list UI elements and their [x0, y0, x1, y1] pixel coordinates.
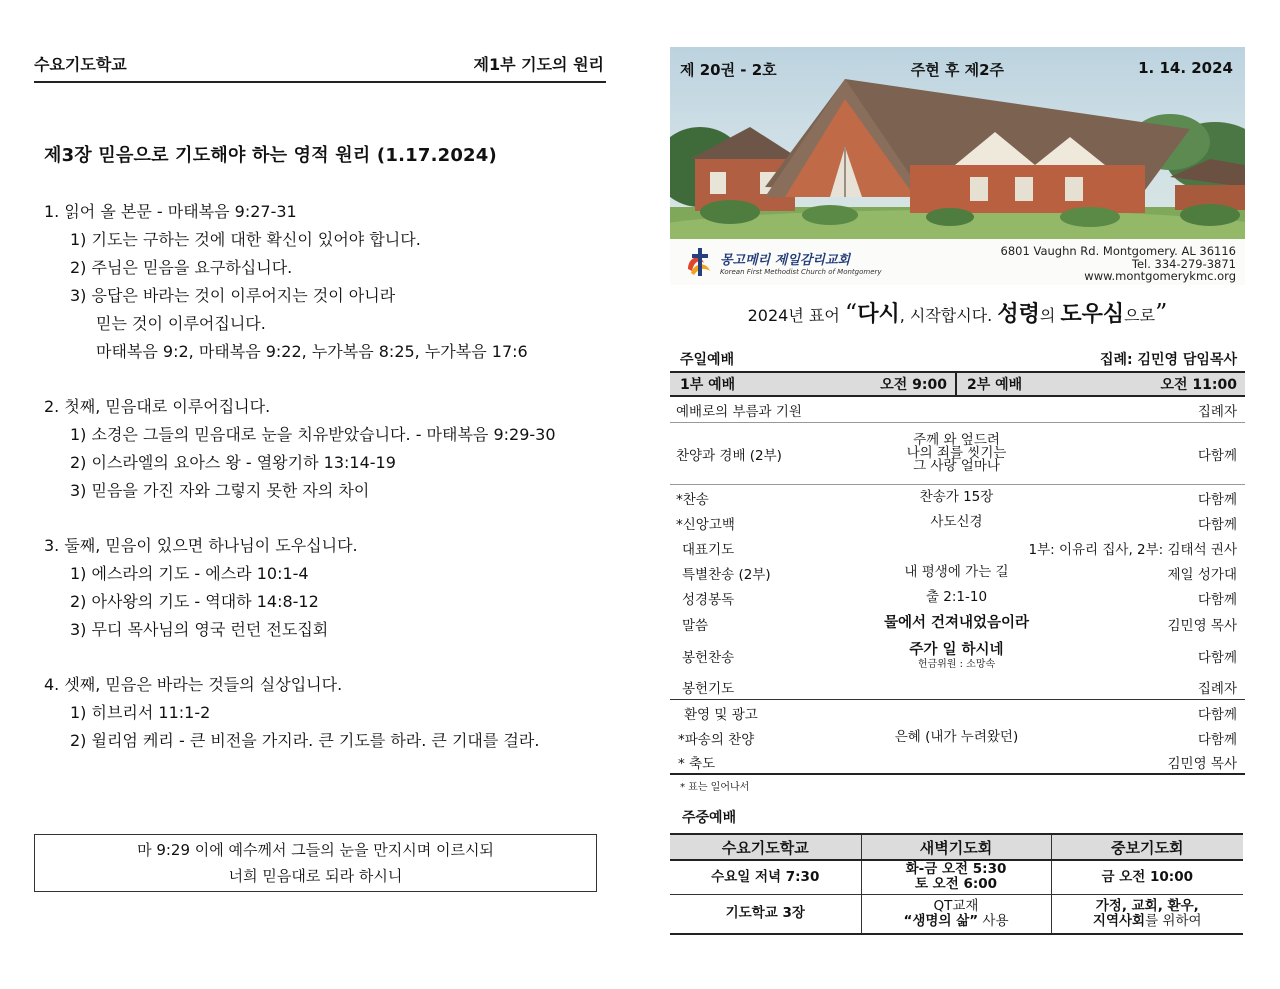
service-times-bar [670, 371, 1245, 397]
right-page [670, 47, 1245, 935]
offering-ushers: 헌금위원 : 소망속 [917, 658, 996, 670]
order-of-worship [670, 397, 1245, 775]
section-title: 2. 첫째, 믿음대로 이루어집니다. [44, 397, 271, 416]
worship-item-content: 사도신경 [930, 514, 983, 530]
worship-item-leader: 다함께 [1197, 447, 1237, 464]
worship-item-name: *파송의 찬양 [678, 731, 755, 748]
worship-row [670, 560, 1245, 585]
section-item: 믿는 것이 이루어집니다. [96, 314, 266, 333]
qt-usage: 사용 [978, 912, 1009, 929]
liturgical-sunday: 주현 후 제2주 [910, 61, 1005, 79]
qt-label: QT교재 [933, 897, 979, 914]
worship-item-leader: 다함께 [1197, 491, 1237, 508]
table-cell [861, 894, 1051, 934]
section-item: 1) 히브리서 11:1-2 [70, 703, 211, 722]
praise-song: 주께 와 엎드려 [913, 432, 1000, 448]
church-address: 6801 Vaughn Rd. Montgomery. AL 36116 [1000, 244, 1236, 258]
verse-line: 너희 믿음대로 되라 하시니 [228, 867, 403, 885]
worship-item-content [806, 642, 1107, 671]
church-logo [682, 245, 882, 279]
worship-item-leader: 집례자 [1197, 403, 1237, 420]
verse-line: 마 9:29 이에 예수께서 그들의 눈을 만지시며 이르시되 [137, 841, 494, 859]
memory-verse-box [34, 834, 597, 892]
worship-item-content: 찬송가 15장 [919, 489, 994, 505]
table-cell [1051, 894, 1243, 934]
praise-song: 나의 죄를 씻기는 [906, 445, 1007, 461]
worship-item-leader: 다함께 [1197, 731, 1237, 748]
table-header: 중보기도회 [1051, 834, 1243, 860]
section-item: 1) 기도는 구하는 것에 대한 확신이 있어야 합니다. [70, 230, 421, 249]
worship-row [670, 485, 1245, 510]
motto-word: 도우심 [1060, 302, 1125, 327]
cover-footer [670, 239, 1245, 285]
table-row [670, 894, 1243, 934]
worship-item-leader: 다함께 [1197, 516, 1237, 533]
left-page [34, 52, 606, 781]
offering-hymn: 주가 일 하시네 [909, 641, 1004, 658]
section-item: 3) 무디 목사님의 영국 런던 전도집회 [70, 620, 329, 639]
section-item: 2) 주님은 믿음을 요구하십니다. [70, 258, 293, 277]
worship-item-leader: 다함께 [1197, 650, 1237, 666]
school-name: 수요기도학교 [34, 55, 127, 74]
bulletin-date: 1. 14. 2024 [1138, 59, 1233, 77]
worship-row [670, 397, 1245, 423]
worship-row [670, 750, 1245, 775]
worship-item-leader: 1부: 이유리 집사, 2부: 김태석 권사 [1028, 541, 1237, 558]
motto-close-quote: ” [1155, 299, 1168, 327]
part-title: 제1부 기도의 원리 [473, 55, 604, 74]
worship-row [670, 535, 1245, 560]
weekday-service-title: 주중예배 [682, 810, 737, 826]
worship-item-name: *신앙고백 [676, 516, 735, 533]
weekday-service-table [670, 833, 1243, 935]
worship-row [670, 585, 1245, 610]
motto-word: 의 [1039, 306, 1061, 325]
section-3 [34, 531, 606, 644]
table-header: 수요기도학교 [670, 834, 861, 860]
praise-song: 그 사랑 얼마나 [913, 458, 1000, 474]
qt-book: “생명의 삶” [903, 912, 979, 929]
first-service-label: 1부 예배 [680, 377, 736, 393]
worship-item-leader: 제일 성가대 [1167, 566, 1237, 583]
left-header [34, 52, 606, 83]
table-header: 새벽기도회 [861, 834, 1051, 860]
annual-motto [670, 297, 1245, 331]
table-row [670, 860, 1243, 894]
motto-word: 성령 [997, 302, 1040, 327]
service-presider: 집례: 김민영 담임목사 [1099, 352, 1237, 368]
motto-word: 으로 [1124, 306, 1156, 325]
intercession-community: 지역사회 [1092, 912, 1146, 929]
section-title: 3. 둘째, 믿음이 있으면 하나님이 도우십니다. [44, 536, 358, 555]
worship-item-leader: 김민영 목사 [1167, 617, 1237, 634]
sunday-service-header [670, 349, 1245, 371]
cross-flame-icon [682, 245, 716, 279]
church-contact [1001, 245, 1236, 283]
worship-item-name: 성경봉독 [682, 591, 735, 608]
worship-row [670, 423, 1245, 485]
worship-row [670, 637, 1245, 675]
section-1 [34, 197, 606, 366]
worship-item-content: 내 평생에 가는 길 [904, 564, 1009, 580]
church-website: www.montgomerykmc.org [1084, 269, 1236, 283]
worship-item-leader: 다함께 [1197, 591, 1237, 608]
section-item: 2) 아사왕의 기도 - 역대하 14:8-12 [70, 592, 319, 611]
intercession-suffix: 를 위하여 [1145, 912, 1202, 929]
worship-item-leader: 다함께 [1197, 706, 1237, 723]
lesson-outline [34, 197, 606, 755]
worship-item-name: 예배로의 부름과 기원 [676, 403, 802, 420]
church-name-english: Korean First Methodist Church of Montgomery [720, 267, 882, 276]
worship-item-leader: 김민영 목사 [1167, 755, 1237, 772]
worship-item-name: 특별찬송 (2부) [682, 566, 771, 583]
table-cell: 기도학교 3장 [670, 894, 861, 934]
standing-note: * 표는 일어나서 [680, 782, 750, 793]
bulletin-cover [670, 47, 1245, 285]
cover-header [680, 59, 1233, 80]
dawn-prayer-weekday: 화-금 오전 5:30 [905, 861, 1007, 878]
church-name-korean: 몽고메리 제일감리교회 [720, 252, 851, 268]
worship-row [670, 610, 1245, 637]
table-cell: 금 오전 10:00 [1051, 860, 1243, 894]
section-item: 3) 믿음을 가진 자와 그렇지 못한 자의 차이 [70, 481, 370, 500]
worship-item-name: 봉헌기도 [682, 681, 735, 697]
worship-row [670, 700, 1245, 725]
motto-word: , 시작합시다. [899, 306, 998, 325]
section-title: 4. 셋째, 믿음은 바라는 것들의 실상입니다. [44, 675, 343, 694]
section-item: 마태복음 9:2, 마태복음 9:22, 누가복음 8:25, 누가복음 17:6 [96, 342, 528, 361]
section-title: 1. 읽어 올 본문 - 마태복음 9:27-31 [44, 202, 297, 221]
motto-year: 2024년 표어 [747, 306, 840, 325]
table-cell [861, 860, 1051, 894]
worship-item-name: *찬송 [676, 491, 709, 508]
worship-row [670, 510, 1245, 535]
sermon-title: 물에서 건져내었음이라 [883, 615, 1030, 631]
church-phone: Tel. 334-279-3871 [1131, 256, 1236, 271]
section-item: 2) 윌리엄 케리 - 큰 비전을 가지라. 큰 기도를 하라. 큰 기대를 걸라. [70, 731, 540, 750]
worship-item-content: 출 2:1-10 [925, 589, 988, 605]
sunday-service-title: 주일예배 [680, 352, 735, 368]
worship-item-leader: 집례자 [1197, 681, 1237, 697]
chapter-title: 제3장 믿음으로 기도해야 하는 영적 원리 (1.17.2024) [44, 145, 497, 166]
motto-open-quote: “ [844, 299, 858, 327]
worship-item-content: 은혜 (내가 누려왔던) [894, 729, 1019, 745]
worship-item-name: 말씀 [682, 617, 709, 634]
volume-number: 제 20권 - 2호 [680, 61, 777, 79]
motto-word: 다시 [857, 302, 900, 327]
section-item: 2) 이스라엘의 요아스 왕 - 열왕기하 13:14-19 [70, 453, 396, 472]
worship-item-content [806, 434, 1107, 473]
worship-item-name: 대표기도 [682, 541, 735, 558]
worship-row [670, 675, 1245, 700]
first-service-time: 오전 9:00 [880, 377, 947, 393]
table-cell: 수요일 저녁 7:30 [670, 860, 861, 894]
worship-item-name: 환영 및 광고 [684, 706, 758, 723]
section-4 [34, 670, 606, 755]
worship-item-name: 봉헌찬송 [682, 650, 735, 666]
worship-item-name: 찬양과 경배 (2부) [676, 447, 782, 464]
section-item: 1) 에스라의 기도 - 에스라 10:1-4 [70, 564, 309, 583]
second-service-label: 2부 예배 [967, 377, 1023, 393]
section-2 [34, 392, 606, 505]
second-service-time: 오전 11:00 [1160, 377, 1237, 393]
dawn-prayer-saturday: 토 오전 6:00 [914, 876, 998, 893]
section-item: 1) 소경은 그들의 믿음대로 눈을 치유받았습니다. - 마태복음 9:29-30 [70, 425, 556, 444]
intercession-targets: 가정, 교회, 환우, [1095, 897, 1199, 914]
worship-row [670, 725, 1245, 750]
section-item: 3) 응답은 바라는 것이 이루어지는 것이 아니라 [70, 286, 396, 305]
worship-item-name: * 축도 [678, 755, 716, 772]
